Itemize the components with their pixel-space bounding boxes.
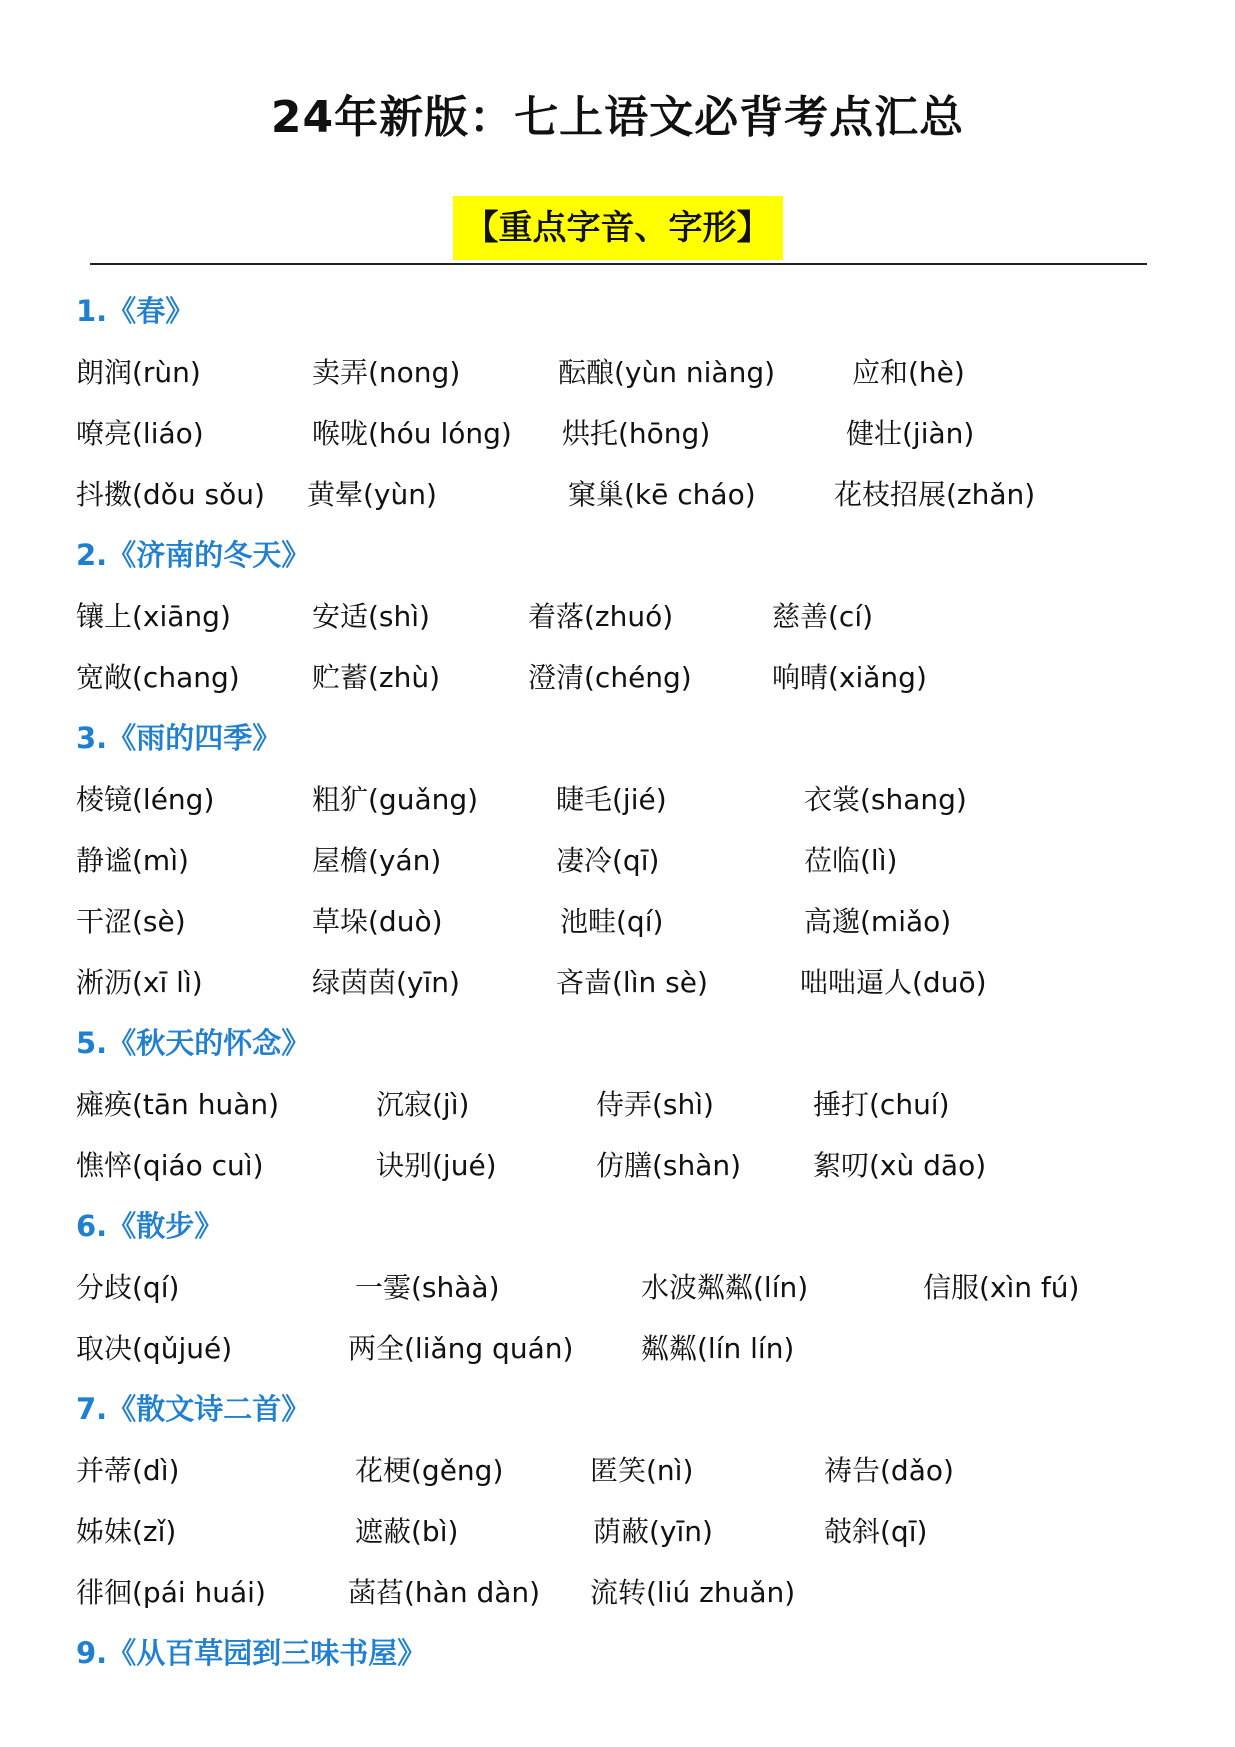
vocabulary-row <box>76 769 1176 830</box>
vocabulary-row <box>76 1440 1176 1501</box>
vocabulary-entry: 黄晕(yùn) <box>307 478 437 511</box>
vocabulary-entry: 干涩(sè) <box>76 905 186 938</box>
vocabulary-entry: 诀别(jué) <box>376 1149 497 1182</box>
vocabulary-entry: 取决(qǔjué) <box>76 1332 233 1365</box>
vocabulary-entry: 烘托(hōng) <box>562 417 711 450</box>
vocabulary-entry: 健壮(jiàn) <box>846 417 975 450</box>
vocabulary-entry: 抖擞(dǒu sǒu) <box>76 478 265 511</box>
vocabulary-entry: 两全(liǎng quán) <box>348 1332 574 1365</box>
vocabulary-entry: 草垛(duò) <box>312 905 443 938</box>
divider-line <box>90 263 1147 265</box>
vocabulary-row <box>76 1257 1176 1318</box>
vocabulary-entry: 花枝招展(zhǎn) <box>834 478 1036 511</box>
vocabulary-entry: 遮蔽(bì) <box>355 1515 459 1548</box>
section-heading: 5.《秋天的怀念》 <box>76 1026 311 1060</box>
vocabulary-row <box>76 647 1176 708</box>
vocabulary-entry: 高邈(miǎo) <box>804 905 952 938</box>
vocabulary-entry: 池畦(qí) <box>560 905 664 938</box>
vocabulary-entry: 沉寂(jì) <box>376 1088 470 1121</box>
vocabulary-entry: 攲斜(qī) <box>824 1515 928 1548</box>
vocabulary-entry: 淅沥(xī lì) <box>76 966 203 999</box>
highlighted-subtitle: 【重点字音、字形】 <box>453 196 783 260</box>
vocabulary-entry: 并蒂(dì) <box>76 1454 180 1487</box>
vocabulary-entry: 信服(xìn fú) <box>923 1271 1080 1304</box>
vocabulary-row <box>76 891 1176 952</box>
vocabulary-row <box>76 464 1176 525</box>
vocabulary-entry: 澄清(chéng) <box>528 661 692 694</box>
vocabulary-entry: 粗犷(guǎng) <box>312 783 479 816</box>
vocabulary-entry: 祷告(dǎo) <box>824 1454 954 1487</box>
vocabulary-entry: 应和(hè) <box>852 356 965 389</box>
vocabulary-entry: 棱镜(léng) <box>76 783 215 816</box>
vocabulary-entry: 睫毛(jié) <box>556 783 667 816</box>
section-heading: 3.《雨的四季》 <box>76 721 282 755</box>
vocabulary-entry: 菡萏(hàn dàn) <box>348 1576 541 1609</box>
vocabulary-row <box>76 1135 1176 1196</box>
vocabulary-row <box>76 342 1176 403</box>
vocabulary-entry: 水波粼粼(lín) <box>641 1271 809 1304</box>
page-title: 24年新版：七上语文必背考点汇总 <box>270 92 965 143</box>
subtitle-container <box>0 196 1235 260</box>
section-heading: 2.《济南的冬天》 <box>76 538 311 572</box>
vocabulary-entry: 镶上(xiāng) <box>76 600 231 633</box>
vocabulary-entry: 宽敞(chang) <box>76 661 240 694</box>
vocabulary-entry: 咄咄逼人(duō) <box>800 966 987 999</box>
vocabulary-entry: 酝酿(yùn niàng) <box>558 356 776 389</box>
vocabulary-entry: 絮叨(xù dāo) <box>813 1149 987 1182</box>
vocabulary-entry: 姊妹(zǐ) <box>76 1515 177 1548</box>
section-heading: 1.《春》 <box>76 294 195 328</box>
vocabulary-entry: 分歧(qí) <box>76 1271 180 1304</box>
vocabulary-entry: 窠巢(kē cháo) <box>568 478 756 511</box>
vocabulary-entry: 捶打(chuí) <box>813 1088 950 1121</box>
vocabulary-entry: 憔悴(qiáo cuì) <box>76 1149 264 1182</box>
vocabulary-entry: 静谧(mì) <box>76 844 189 877</box>
vocabulary-entry: 着落(zhuó) <box>528 600 674 633</box>
vocabulary-entry: 屋檐(yán) <box>312 844 442 877</box>
vocabulary-entry: 粼粼(lín lín) <box>641 1332 795 1365</box>
vocabulary-entry: 卖弄(nong) <box>312 356 461 389</box>
vocabulary-row <box>76 1318 1176 1379</box>
vocabulary-entry: 安适(shì) <box>312 600 430 633</box>
vocabulary-entry: 瘫痪(tān huàn) <box>76 1088 280 1121</box>
vocabulary-entry: 凄冷(qī) <box>556 844 660 877</box>
vocabulary-entry: 一霎(shàà) <box>355 1271 500 1304</box>
vocabulary-entry: 朗润(rùn) <box>76 356 201 389</box>
vocabulary-entry: 贮蓄(zhù) <box>312 661 441 694</box>
vocabulary-entry: 徘徊(pái huái) <box>76 1576 266 1609</box>
vocabulary-row <box>76 1562 1176 1623</box>
section-heading: 7.《散文诗二首》 <box>76 1392 311 1426</box>
vocabulary-entry: 吝啬(lìn sè) <box>556 966 708 999</box>
vocabulary-row <box>76 1074 1176 1135</box>
vocabulary-row <box>76 1501 1176 1562</box>
vocabulary-entry: 荫蔽(yīn) <box>593 1515 713 1548</box>
vocabulary-entry: 花梗(gěng) <box>355 1454 504 1487</box>
vocabulary-row <box>76 830 1176 891</box>
vocabulary-entry: 衣裳(shang) <box>804 783 967 816</box>
vocabulary-row <box>76 952 1176 1013</box>
vocabulary-entry: 流转(liú zhuǎn) <box>590 1576 796 1609</box>
vocabulary-row <box>76 403 1176 464</box>
vocabulary-entry: 绿茵茵(yīn) <box>312 966 460 999</box>
vocabulary-entry: 仿膳(shàn) <box>596 1149 742 1182</box>
section-heading: 6.《散步》 <box>76 1209 224 1243</box>
vocabulary-entry: 喉咙(hóu lóng) <box>312 417 512 450</box>
vocabulary-entry: 侍弄(shì) <box>596 1088 714 1121</box>
vocabulary-entry: 莅临(lì) <box>804 844 898 877</box>
vocabulary-row <box>76 586 1176 647</box>
vocabulary-entry: 响晴(xiǎng) <box>772 661 927 694</box>
vocabulary-entry: 慈善(cí) <box>772 600 874 633</box>
vocabulary-list <box>76 281 1176 1684</box>
vocabulary-entry: 嘹亮(liáo) <box>76 417 204 450</box>
vocabulary-entry: 匿笑(nì) <box>590 1454 694 1487</box>
section-heading: 9.《从百草园到三味书屋》 <box>76 1636 427 1670</box>
